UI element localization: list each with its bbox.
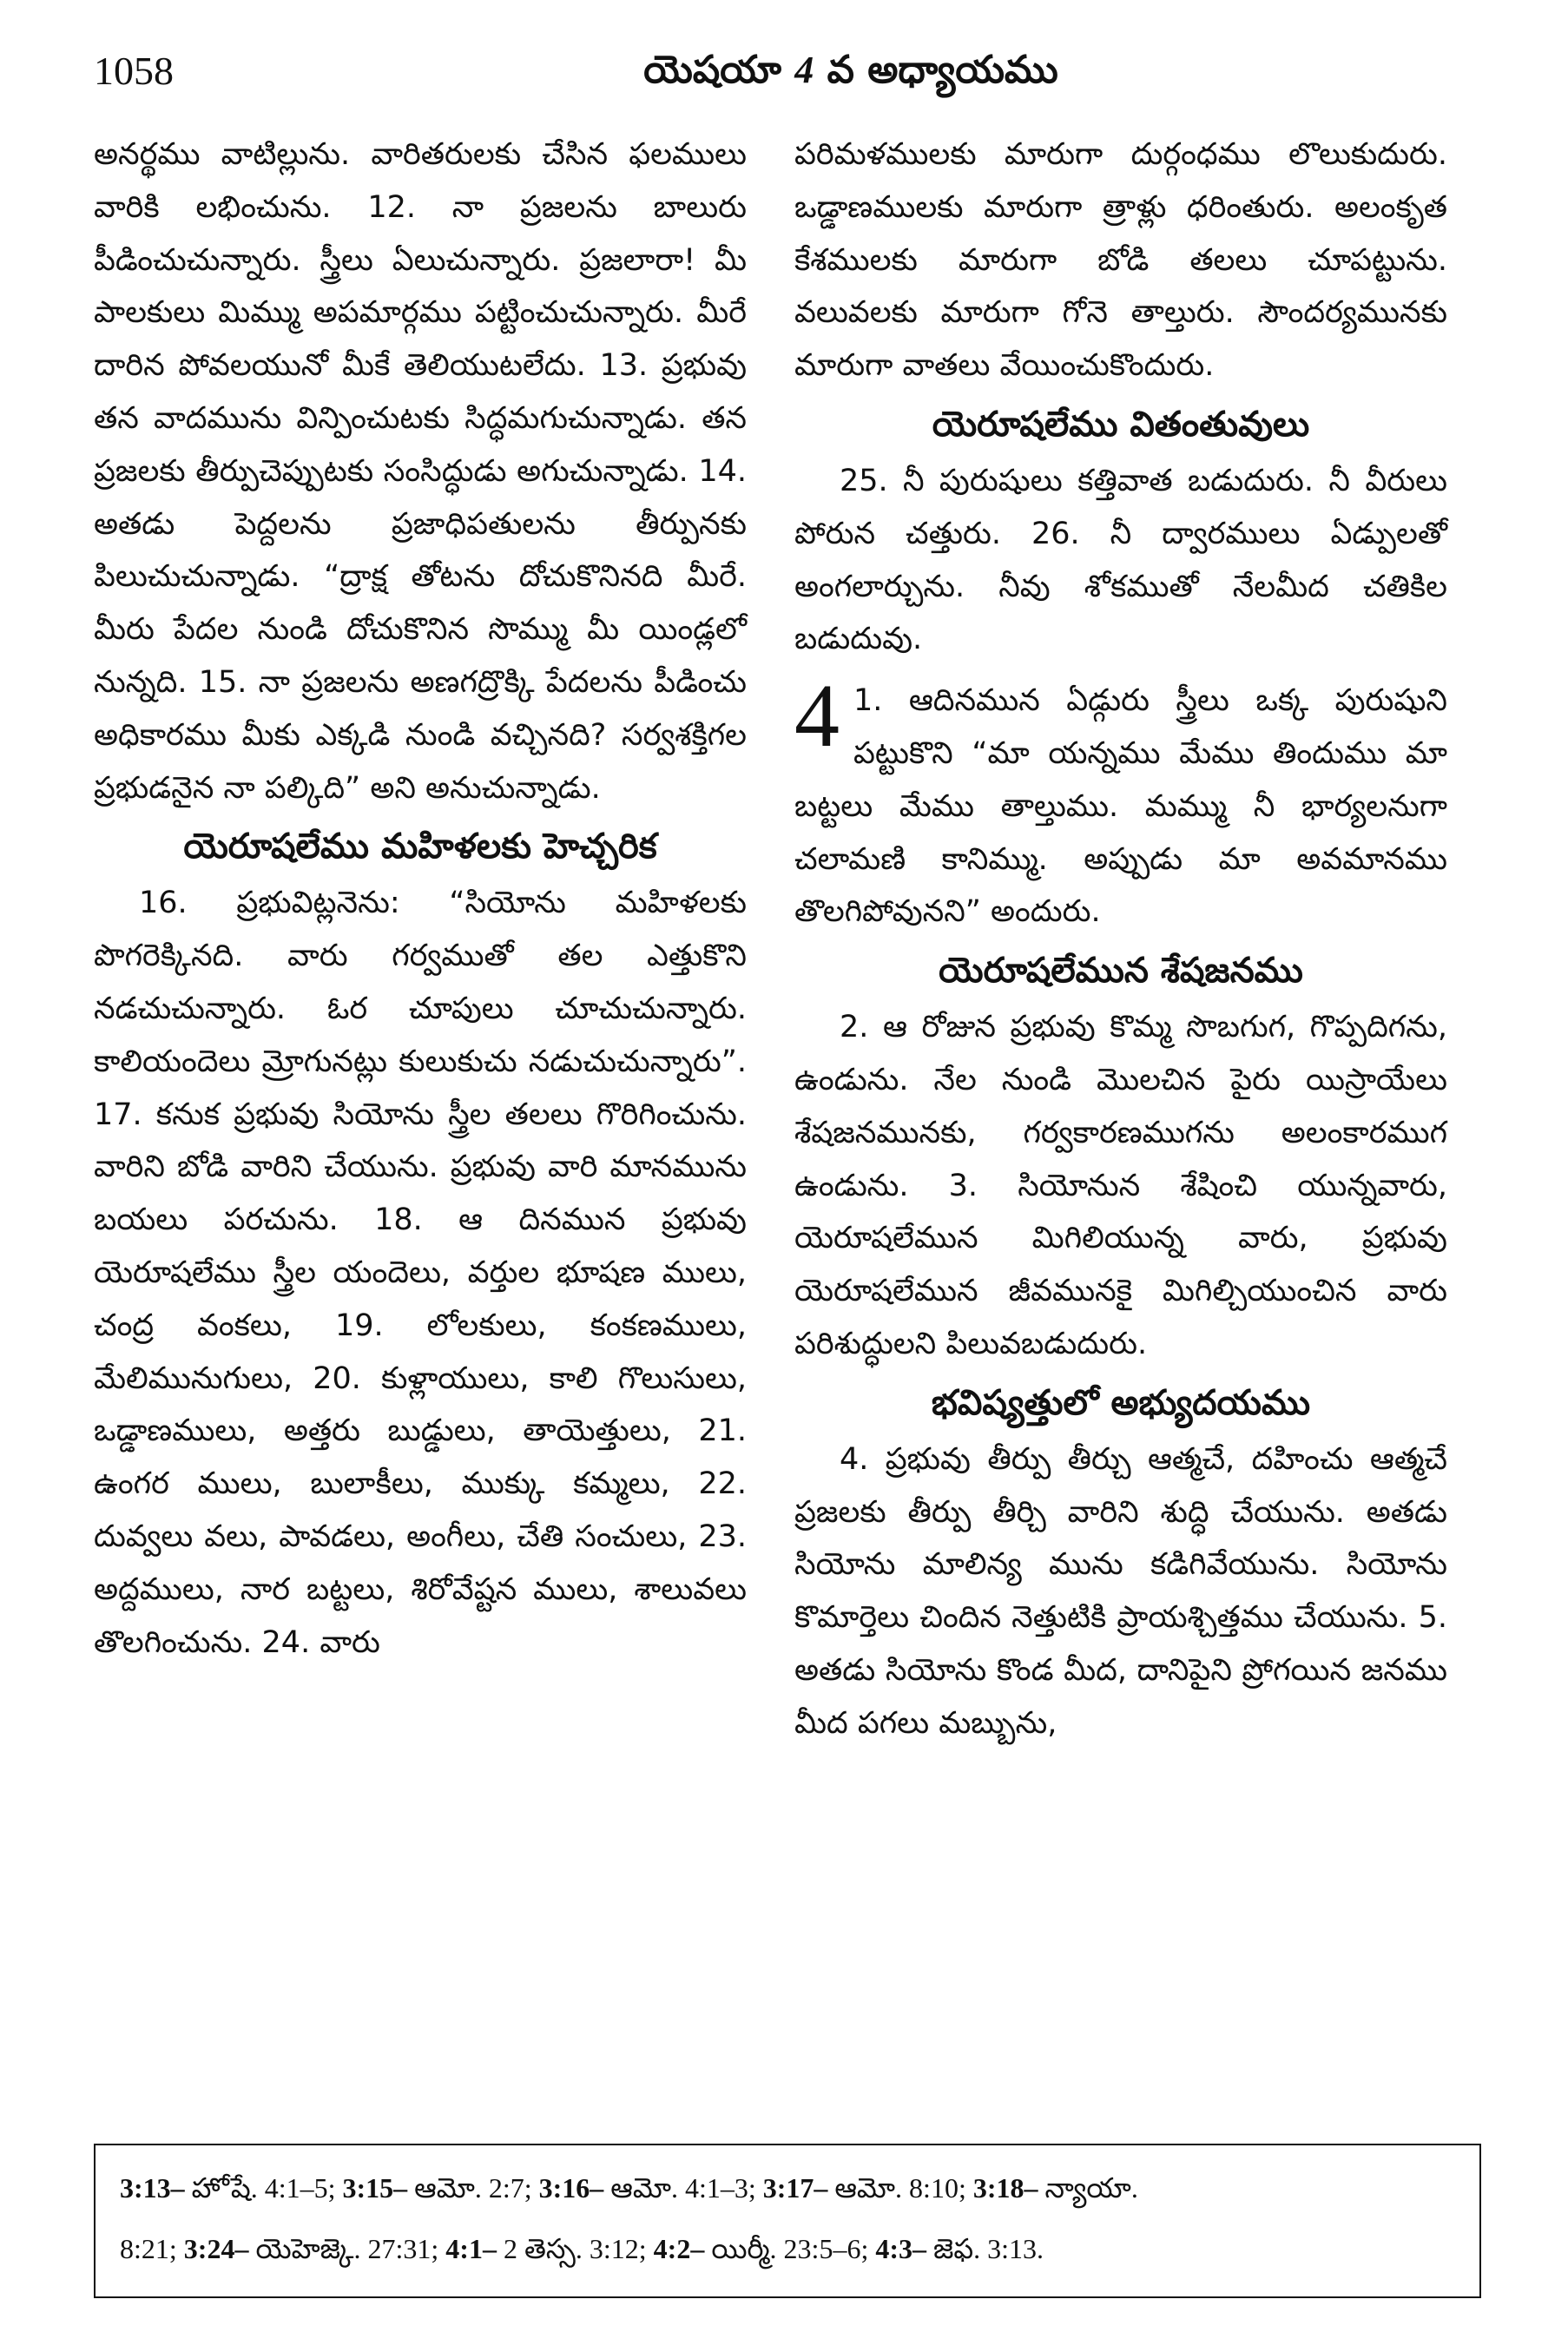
ref-text: యిర్మీ. 23:5–6; xyxy=(704,2233,876,2264)
ref-text: న్యాయా. xyxy=(1038,2172,1138,2204)
chapter-suffix: వ అధ్యాయము xyxy=(827,48,1058,92)
ref-verse: 3:15– xyxy=(342,2172,408,2204)
ref-verse: 3:24– xyxy=(183,2233,249,2264)
running-head xyxy=(417,43,1285,97)
ref-verse: 3:18– xyxy=(972,2172,1038,2204)
ref-verse: 3:17– xyxy=(762,2172,828,2204)
chapter-start-text: 1. ఆదినమున ఏడ్గురు స్త్రీలు ఒక్క పురుషుని పట్టుకొని “మా యన్నము మేము తిందుము మా బట్టలు మేము తాల్తుము. మమ్ము నీ భార్యలనుగా చలామణి కానిమ్ము. అప్పుడు మా అవమానము తొలగిపోవునని” అందురు. xyxy=(794,683,1447,930)
ref-text: ఆమో. 2:7; xyxy=(407,2172,539,2204)
paragraph: అనర్థము వాటిల్లును. వారితరులకు చేసిన ఫలములు వారికి లభించును. 12. నా ప్రజలను బాలురు పీడించుచున్నారు. స్త్రీలు ఏలుచున్నారు. ప్రజలారా! మీ పాలకులు మిమ్ము అపమార్గము పట్టించుచున్నారు. మీరే దారిన పోవలయునో మీకే తెలియుటలేదు. 13. ప్రభువు తన వాదమును విన్పించుటకు సిద్ధమగుచున్నాడు. తన ప్రజలకు తీర్పుచెప్పుటకు సంసిద్ధుడు అగుచున్నాడు. 14. అతడు పెద్దలను ప్రజాధిపతులను తీర్పునకు పిలుచుచున్నాడు. “ద్రాక్ష తోటను దోచుకొనినది మీరే. మీరు పేదల నుండి దోచుకొనిన సొమ్ము మీ యిండ్లలో నున్నది. 15. నా ప్రజలను అణగద్రొక్కి పేదలను పీడించు అధికారము మీకు ఎక్కడి నుండి వచ్చినది? సర్వశక్తిగల ప్రభుడనైన నా పల్కిది” అని అనుచున్నాడు. xyxy=(94,137,747,806)
paragraph: పరిమళములకు మారుగా దుర్గంధము లొలుకుదురు. ఒడ్డాణములకు మారుగా త్రాళ్లు ధరింతురు. అలంకృత కేశములకు మారుగా బోడి తలలు చూపట్టును. వలువలకు మారుగా గోనె తాల్తురు. సౌందర్యమునకు మారుగా వాతలు వేయించుకొందురు. xyxy=(794,137,1447,384)
cross-reference-line-1 xyxy=(120,2158,1459,2218)
section-heading: భవిష్యత్తులో అభ్యుదయము xyxy=(931,1382,1311,1423)
cross-reference-box xyxy=(94,2144,1481,2298)
right-column xyxy=(794,128,1447,1750)
paragraph: 2. ఆ రోజున ప్రభువు కొమ్మ సొబగుగ, గొప్పదిగను, ఉండును. నేల నుండి మొలచిన పైరు యిస్రాయేలు శేషజనమునకు, గర్వకారణముగను అలంకారముగ ఉండును. 3. సియోనున శేషించి యున్నవారు, యెరూషలేమున మిగిలియున్న వారు, ప్రభువు యెరూషలేమున జీవమునకై మిగిల్చియుంచిన వారు పరిశుద్ధులని పిలువబడుదురు. xyxy=(794,1010,1447,1361)
ref-verse: 4:1– xyxy=(445,2233,497,2264)
ref-verse: 4:2– xyxy=(653,2233,705,2264)
paragraph: 4. ప్రభువు తీర్పు తీర్చు ఆత్మచే, దహించు ఆత్మచే ప్రజలకు తీర్పు తీర్చి వారిని శుద్ధి చేయును. అతడు సియోను మాలిన్య మును కడిగివేయును. సియోను కొమార్తెలు చిందిన నెత్తుటికి ప్రాయశ్చిత్తము చేయును. 5. అతడు సియోను కొండ మీద, దానిపైని ప్రోగయిన జనము మీద పగలు మబ్బును, xyxy=(794,1441,1447,1741)
ref-text: హోషే. 4:1–5; xyxy=(184,2172,343,2204)
cross-reference-line-2 xyxy=(120,2218,1459,2279)
page-number: 1058 xyxy=(94,49,174,93)
ref-text: ఆమో. 4:1–3; xyxy=(603,2172,763,2204)
chapter-number: 4 xyxy=(794,49,814,91)
ref-text: జెఫ. 3:13. xyxy=(926,2233,1044,2264)
ref-verse: 4:3– xyxy=(875,2233,926,2264)
paragraph: 25. నీ పురుషులు కత్తివాత బడుదురు. నీ వీరులు పోరున చత్తురు. 26. నీ ద్వారములు ఏడ్పులతో అంగలార్చును. నీవు శోకముతో నేలమీద చతికిల బడుదువు. xyxy=(794,463,1447,657)
ref-text: 2 తెస్స. 3:12; xyxy=(496,2233,654,2264)
chapter-start-paragraph xyxy=(794,666,1447,939)
section-heading: యెరూషలేము మహిళలకు హెచ్చరిక xyxy=(183,827,657,867)
section-heading: యెరూషలేము వితంతువులు xyxy=(932,404,1310,445)
paragraph: 16. ప్రభువిట్లనెను: “సియోను మహిళలకు పొగరెక్కినది. వారు గర్వముతో తల ఎత్తుకొని నడచుచున్నారు. ఓర చూపులు చూచుచున్నారు. కాలియందెలు మ్రోగునట్లు కులుకుచు నడుచుచున్నారు”. 17. కనుక ప్రభువు సియోను స్త్రీల తలలు గొరిగించును. వారిని బోడి వారిని చేయును. ప్రభువు వారి మానమును బయలు పరచును. 18. ఆ దినమున ప్రభువు యెరూషలేము స్త్రీల యందెలు, వర్తుల భూషణ ములు, చంద్ర వంకలు, 19. లోలకులు, కంకణములు, మేలిమునుగులు, 20. కుళ్లాయులు, కాలి గొలుసులు, ఒడ్డాణములు, అత్తరు బుడ్డులు, తాయెత్తులు, 21. ఉంగర ములు, బులాకీలు, ముక్కు కమ్మలు, 22. దువ్వలు వలు, పావడలు, అంగీలు, చేతి సంచులు, 23. అద్దములు, నార బట్టలు, శిరోవేష్టన ములు, శాలువలు తొలగించును. 24. వారు xyxy=(94,886,747,1660)
ref-verse: 3:16– xyxy=(538,2172,604,2204)
ref-text: యెహెజ్కె. 27:31; xyxy=(248,2233,446,2264)
left-column xyxy=(94,128,747,1669)
ref-text: ఆమో. 8:10; xyxy=(827,2172,973,2204)
section-heading: యెరూషలేమున శేషజనము xyxy=(939,951,1303,992)
chapter-dropcap: 4 xyxy=(794,666,840,767)
book-name: యెషయా xyxy=(643,48,781,92)
ref-verse: 3:13– xyxy=(120,2172,185,2204)
ref-text: 8:21; xyxy=(120,2233,184,2264)
